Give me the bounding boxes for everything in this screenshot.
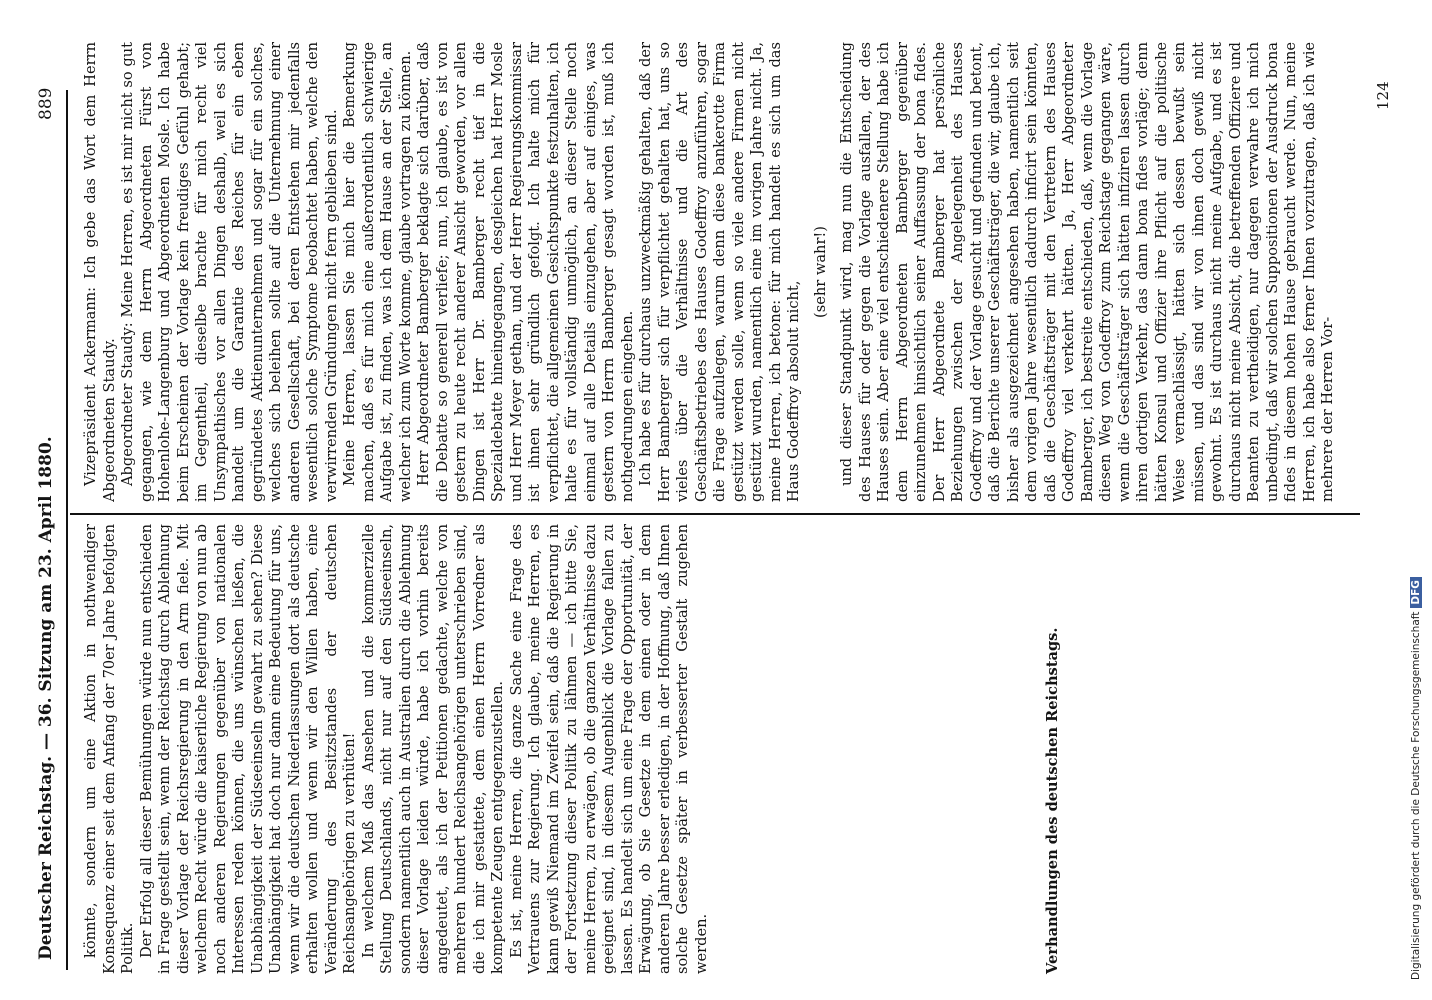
- dfg-notice-text: Digitalisierung gefördert durch die Deutsche Forschungsgemeinschaft: [1410, 611, 1422, 980]
- paragraph: und dieser Standpunkt wird, mag nun die Entscheidung des Hauses für oder gegen die Vorlage ausfallen, der des Hauses sein. Aber eine viel entschiedenere Stellung habe ich dem Herrn Abgeordneten Bamberger gegenüber einzunehmen hinsichtlich seiner Auffassung der bona fides. Der Herr Abgeordnete Bamberger hat persönliche Beziehungen zwischen der Angelegenheit des Hauses Godeffroy und der Vorlage gesucht und gefunden und betont, daß die Berichte unserer Geschäftsträger, die wir, glaube ich, bisher als ausgezeichnet angesehen haben, namentlich seit dem vorigen Jahre wesentlich dadurch inficirt sein könnten, daß die Geschäftsträger mit den Vertretern des Hauses Godeffroy viel verkehrt hätten. Ja, Herr Abgeordneter Bamberger, ich bestreite entschieden, daß, wenn die Vorlage diesen Weg von Godeffroy zum Reichstage gegangen wäre, wenn die Geschäftsträger sich hätten infiziren lassen durch ihren dortigen Verkehr, das dann bona fides vorläge; denn hätten Konsul und Offizier ihre Pflicht auf die politische Weise vernachlässigt, hätten sich dessen bewußt sein müssen, und das sind wir von ihnen doch gewiß nicht gewohnt. Es ist durchaus nicht meine Aufgabe, und es ist durchaus nicht meine Absicht, die betreffenden Offiziere und Beamten zu vertheidigen, nur dagegen verwahre ich mich unbedingt, daß wir solchen Suppositionen der Ausdruck bona fides in diesem hohen Hause gebraucht werde. Nun, meine Herren, ich habe also ferner Ihnen vorzutragen, daß ich wie mehrere der Herren Vor-: [838, 42, 1336, 502]
- paragraph: Herr Abgeordneter Bamberger beklagte sich darüber, daß die Debatte so generell verliefe; nun, ich glaube, es ist von gestern zu heute recht anderer Ansicht geworden, vor allen Dingen ist Herr Dr. Bamberger recht tief in die Spezialdebatte hineingegangen, desgleichen hat Herr Mosle und Herr Meyer gethan, und der Herr Regierungskommissar ist ihnen sehr gründlich gefolgt. Ich halte mich für verpflichtet, die allgemeinen Gesichtspunkte festzuhalten, ich halte es für vollständig unmöglich, an dieser Stelle noch einmal auf alle Details einzugehen, aber auf einiges, was gestern von Herrn Bamberger gesagt worden ist, muß ich nothgedrungen eingehen.: [415, 42, 636, 502]
- column-divider: [70, 513, 1360, 515]
- page-number: 889: [36, 87, 56, 120]
- signature-mark: 124: [1374, 81, 1392, 110]
- interjection: (sehr wahr!): [811, 226, 829, 318]
- paragraph: In welchem Maß das Ansehen und die kommerzielle Stellung Deutschlands, nicht nur auf den Südseeinseln, sondern namentlich auch in Australien durch die Ablehnung dieser Vorlage leiden würde, habe ich vorhin bereits angedeutet, als ich der Petitionen gedachte, welche von mehreren hundert Reichsangehörigen unterschrieben sind, die ich mir gestattete, dem einen Herrn Vorredner als kompetente Zeugen entgegenzustellen.: [359, 524, 506, 974]
- paragraph: Es ist, meine Herren, die ganze Sache eine Frage des Vertrauens zur Regierung. Ich glaube, meine Herren, es kann gewiß Niemand im Zweifel sein, daß die Regierung in der Fortsetzung dieser Politik zu lähmen — ich bitte Sie, meine Herren, zu erwägen, ob die ganzen Verhältnisse dazu geeignet sind, in diesem Augenblick die Vorlage fallen zu lassen. Es handelt sich um eine Frage der Opportunität, der Erwägung, ob Sie Gesetze in dem einen oder in dem anderen Jahre besser erledigen, in der Hoffnung, daß Ihnen solche Gesetze später in verbesserter Gestalt zugehen werden.: [507, 524, 710, 974]
- paragraph: könnte, sondern um eine Aktion in nothwendiger Konsequenz einer seit dem Anfang der 70er Jahre befolgten Politik.: [82, 524, 136, 974]
- left-column: [82, 524, 1042, 974]
- paragraph: Meine Herren, lassen Sie mich hier die Bemerkung machen, daß es für mich eine außerordentlich schwierige Aufgabe ist, zu finden, was ich dem Hause an der Stelle, an welcher ich zum Worte komme, glaube vortragen zu können.: [341, 42, 414, 502]
- right-column: [82, 42, 1372, 502]
- paragraph: Vizepräsident Ackermann: Ich gebe das Wort dem Herrn Abgeordneten Staudy.: [82, 42, 118, 502]
- dfg-logo: DFG: [1410, 577, 1422, 608]
- dfg-notice: [1410, 577, 1422, 980]
- paragraph: Abgeordneter Staudy: Meine Herren, es ist mir nicht so gut gegangen, wie dem Herrn Abgeordneten Fürst von Hohenlohe-Langenburg und Abgeordneten Mosle. Ich habe beim Erscheinen der Vorlage kein freudiges Gefühl gehabt; im Gegentheil, dieselbe brachte für mich recht viel Unsympathisches vor allen Dingen deshalb, weil es sich handelt um die Garantie des Reiches für ein eben gegründetes Aktienunternehmen und sogar für ein solches, welches sich beleihen sollte auf die Unternehmung einer anderen Gesellschaft, bei deren Entstehen mir jedenfalls wesentlich solche Symptome beobachtet haben, welche den verwirrenden Gründungen nicht fern geblieben sind.: [119, 42, 340, 502]
- column-footer: Verhandlungen des deutschen Reichstags.: [1044, 627, 1061, 974]
- paragraph: Ich habe es für durchaus unzweckmäßig gehalten, daß der Herr Bamberger sich für verpflichtet gehalten hat, uns so vieles über die Verhältnisse und die Art des Geschäftsbetriebes des Hauses Godeffroy anzuführen, sogar die Frage aufzulegen, warum denn diese bankerotte Firma gestützt werden solle, wenn so viele andere Firmen nicht gestützt wurden, namentlich eine im vorigen Jahre nicht. Ja, meine Herren, ich betone: für mich handelt es sich um das Haus Godeffroy absolut nicht,: [637, 42, 802, 502]
- header-rule: [66, 90, 68, 970]
- paragraph: Der Erfolg all dieser Bemühungen würde nun entschieden in Frage gestellt sein, wenn der Reichstag durch Ablehnung dieser Vorlage der Reichsregierung in den Arm fiele. Mit welchem Recht würde die kaiserliche Regierung von nun ab noch anderen Regierungen gegenüber von nationalen Interessen reden können, die uns wünschen ließen, die Unabhängigkeit der Südseeinseln gewahrt zu sehen? Diese Unabhängigkeit hat doch nur dann eine Bedeutung für uns, wenn wir die deutschen Niederlassungen dort als deutsche erhalten wollen und wenn wir den Willen haben, eine Veränderung des Besitzstandes der deutschen Reichsangehörigen zu verhüten!: [137, 524, 358, 974]
- running-header: Deutscher Reichstag. — 36. Sitzung am 23. April 1880.: [36, 436, 56, 960]
